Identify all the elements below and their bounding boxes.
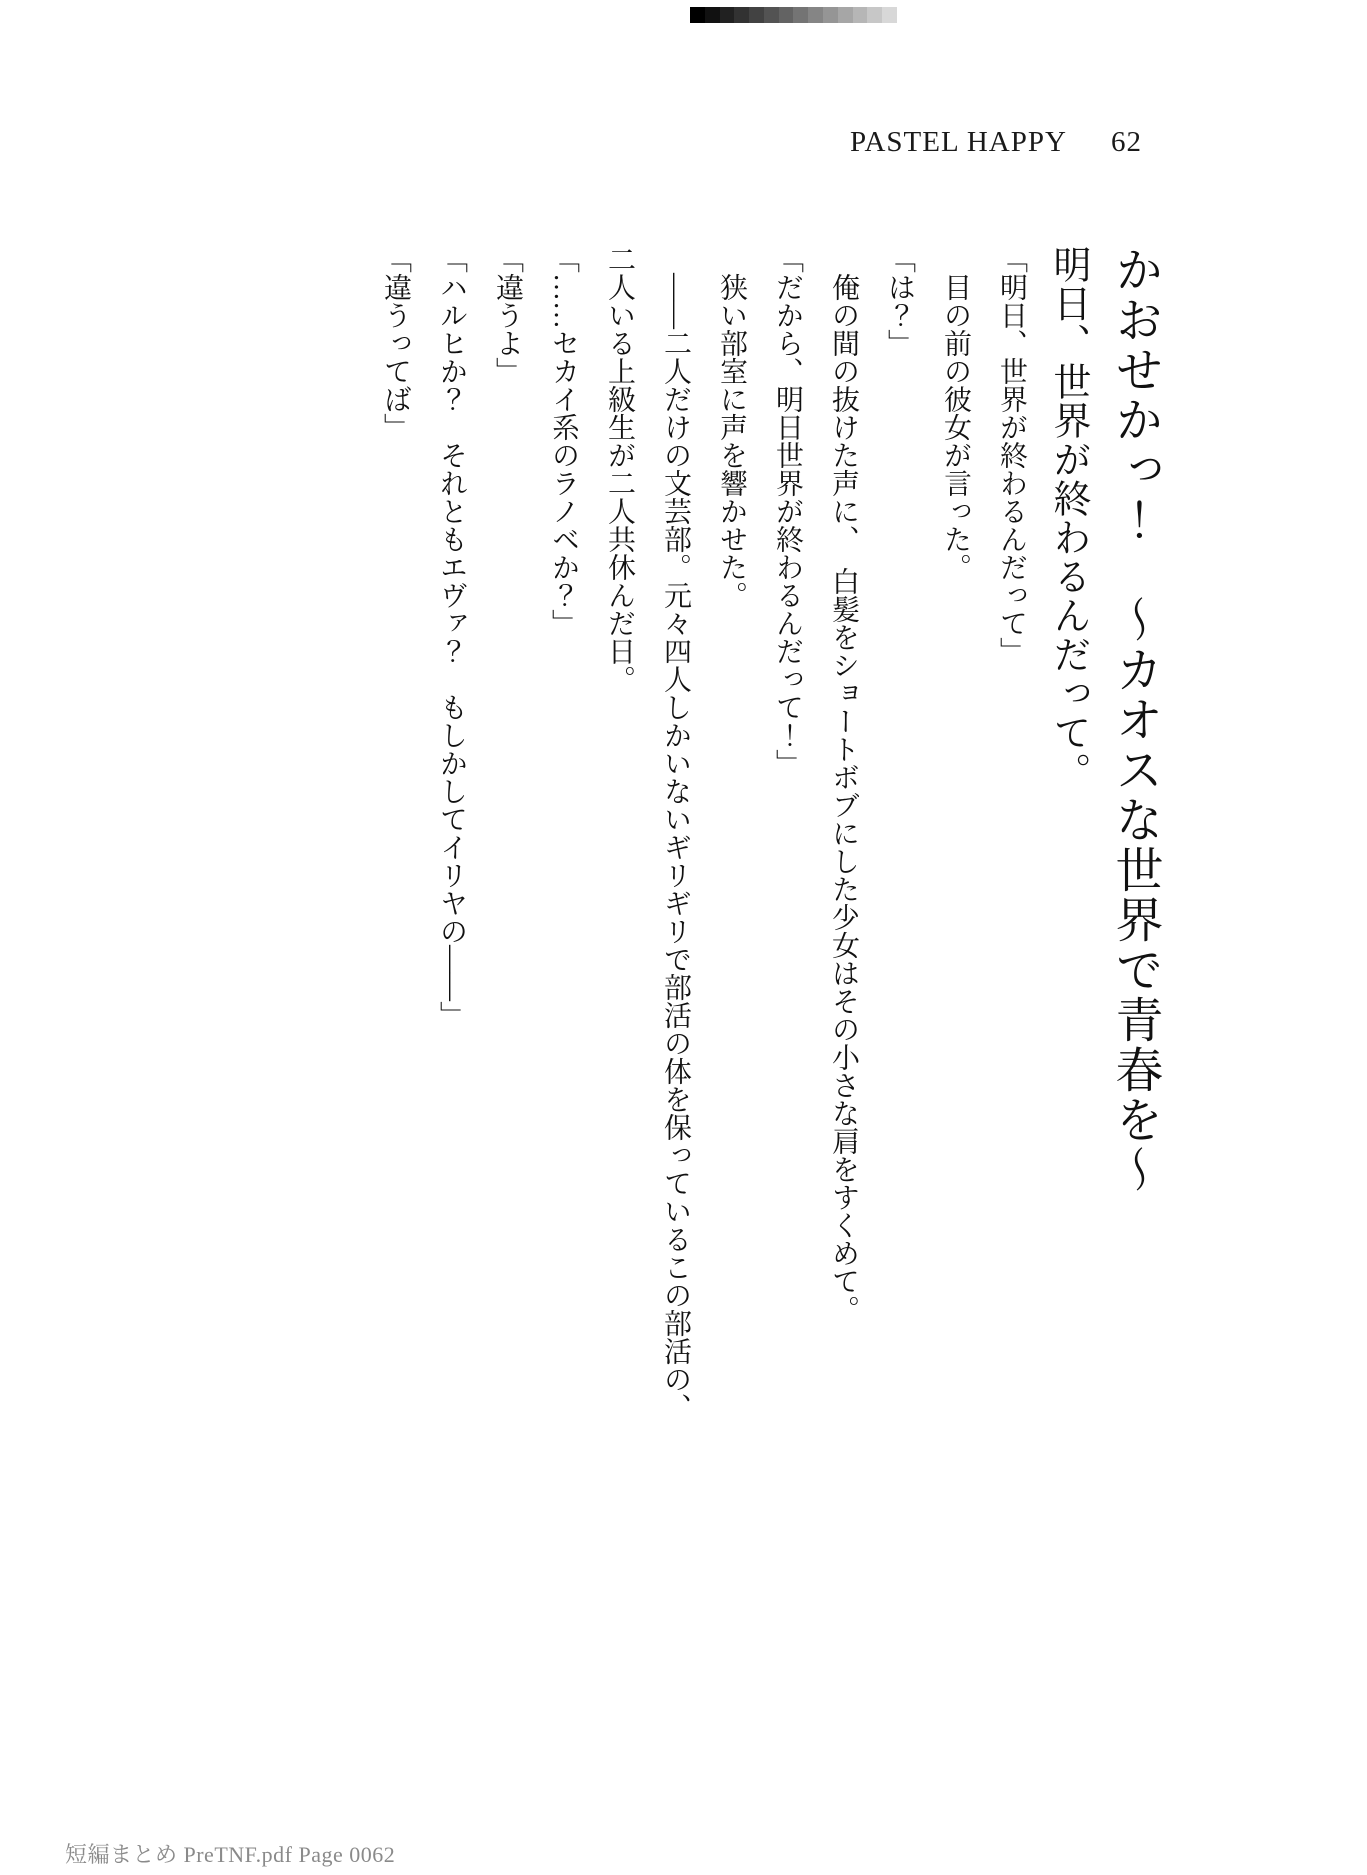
narration-continued-line: 二人いる上級生が二人共休んだ日。 <box>604 245 635 693</box>
page-number: 62 <box>1111 126 1142 158</box>
book-title: PASTEL HAPPY <box>850 126 1067 158</box>
print-gradient-bar <box>690 7 897 23</box>
dialogue-line: 「明日、世界が終わるんだって」 <box>996 245 1027 665</box>
dialogue-line: 「……セカイ系のラノベか？」 <box>548 245 579 637</box>
dialogue-line: 「だから、明日世界が終わるんだって！」 <box>772 245 803 777</box>
vertical-text-body <box>367 245 1173 1465</box>
dialogue-line: 「ハルヒか？ それともエヴァ？ もしかしてイリヤの――」 <box>436 245 467 1029</box>
narration-line: 目の前の彼女が言った。 <box>940 273 971 581</box>
opening-sentence: 明日、世界が終わるんだって。 <box>1047 245 1089 791</box>
chapter-title: かおせかっ！ 〜カオスな世界で青春を〜 <box>1108 245 1161 1195</box>
narration-line: 俺の間の抜けた声に、 白髪をショートボブにした少女はその小さな肩をすくめて。 <box>828 273 859 1323</box>
dialogue-line: 「違うってば」 <box>380 245 411 441</box>
dialogue-line: 「違うよ」 <box>492 245 523 385</box>
pdf-file-page-label: 短編まとめ PreTNF.pdf Page 0062 <box>65 1842 396 1867</box>
running-head <box>850 126 1142 159</box>
narration-line: ――二人だけの文芸部。元々四人しかいないギリギリで部活の体を保っているこの部活の、 <box>660 273 691 1421</box>
dialogue-line: 「は？」 <box>884 245 915 357</box>
narration-line: 狭い部室に声を響かせた。 <box>716 273 747 609</box>
